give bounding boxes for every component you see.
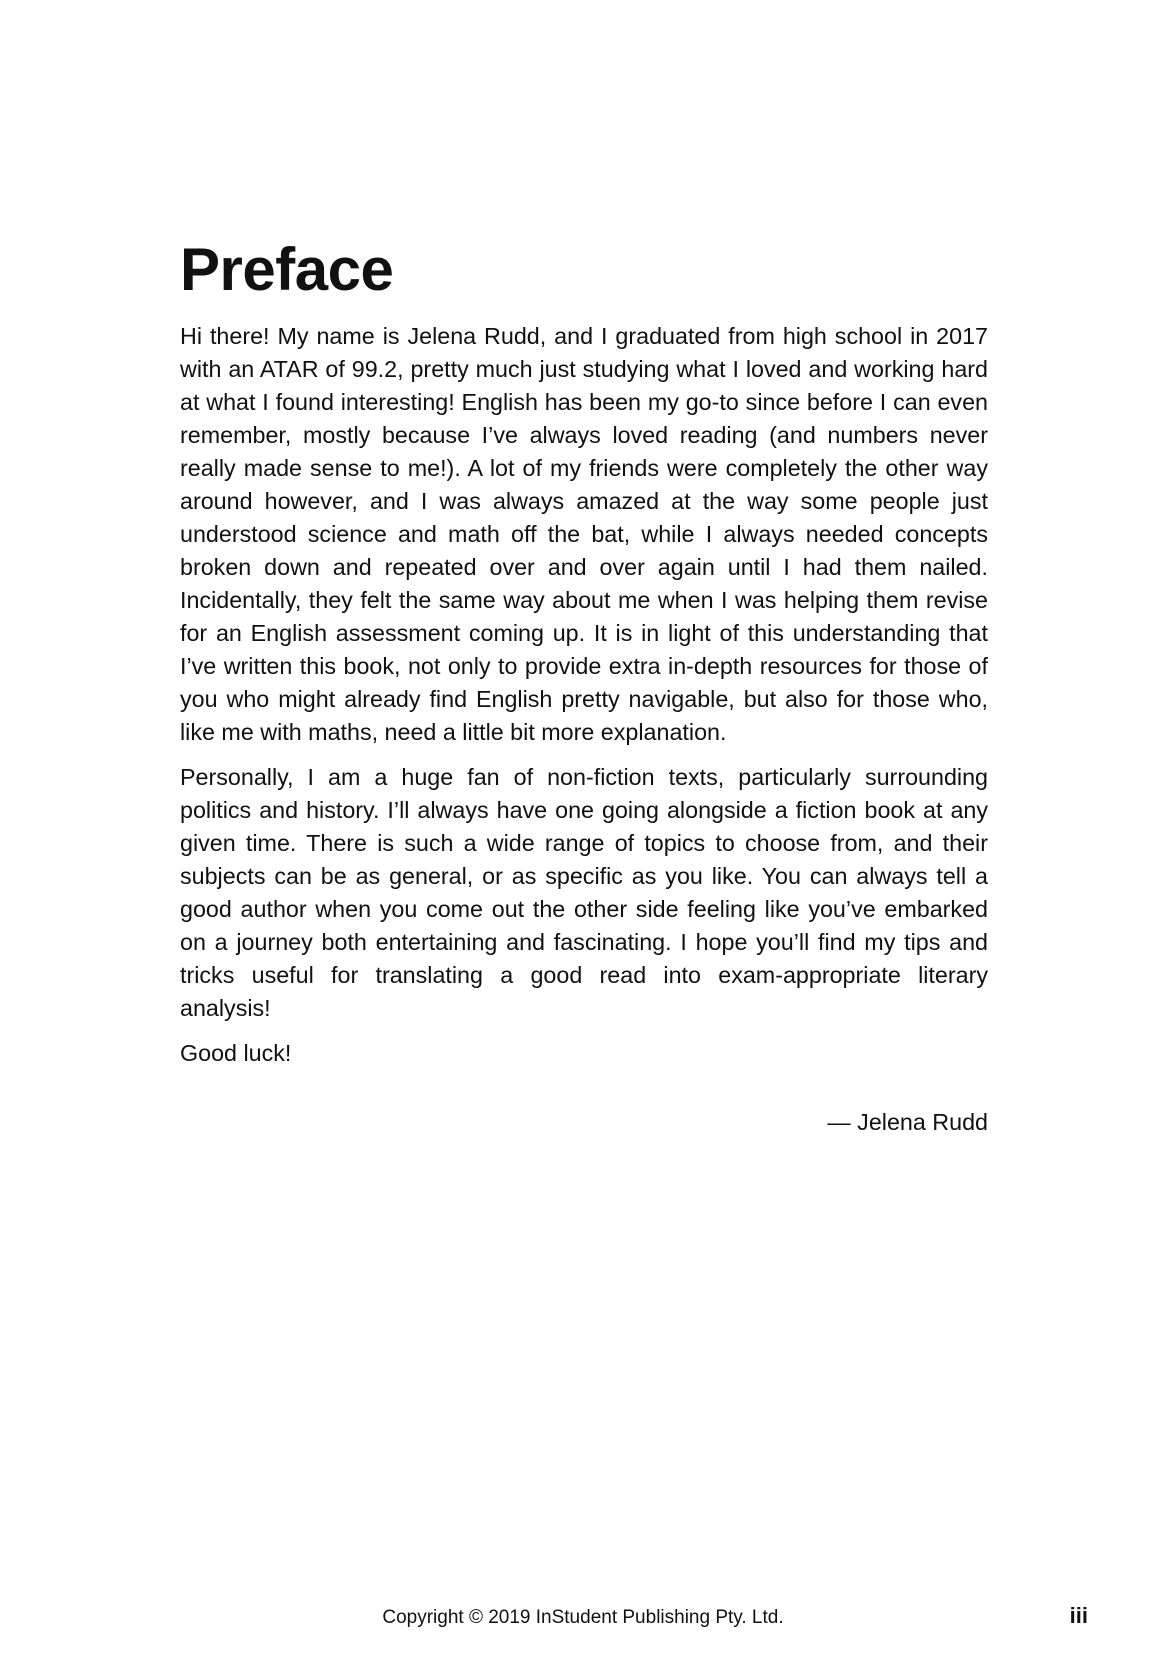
footer-copyright: Copyright © 2019 InStudent Publishing Pty. Ltd.: [382, 1607, 784, 1628]
page-number: iii: [1069, 1603, 1088, 1628]
author-signature: — Jelena Rudd: [827, 1109, 988, 1135]
preface-paragraph-1: Hi there! My name is Jelena Rudd, and I graduated from high school in 2017 with an ATAR of 99.2, pretty much just studying what I loved and working hard at what I found interesting! English has been my go-to since before I can even remember, mostly because I’ve always loved reading (and numbers never really made sense to me!). A lot of my friends were completely the other way around however, and I was always amazed at the way some people just understood science and math off the bat, while I always needed concepts broken down and repeated over and over again until I had them nailed. Incidentally, they felt the same way about me when I was helping them revise for an English assessment coming up. It is in light of this understanding that I’ve written this book, not only to provide extra in-depth resources for those of you who might already find English pretty navigable, but also for those who, like me with maths, need a little bit more explanation.: [180, 323, 988, 745]
signoff: Good luck!: [180, 1040, 292, 1066]
preface-content: [180, 236, 988, 1139]
preface-paragraph-2: Personally, I am a huge fan of non-fiction texts, particularly surrounding politics and history. I’ll always have one going alongside a fiction book at any given time. There is such a wide range of topics to choose from, and their subjects can be as general, or as specific as you like. You can always tell a good author when you come out the other side feeling like you’ve embarked on a journey both entertaining and fascinating. I hope you’ll find my tips and tricks useful for translating a good read into exam-appropriate literary analysis!: [180, 764, 988, 1021]
page-title: Preface: [180, 236, 394, 303]
